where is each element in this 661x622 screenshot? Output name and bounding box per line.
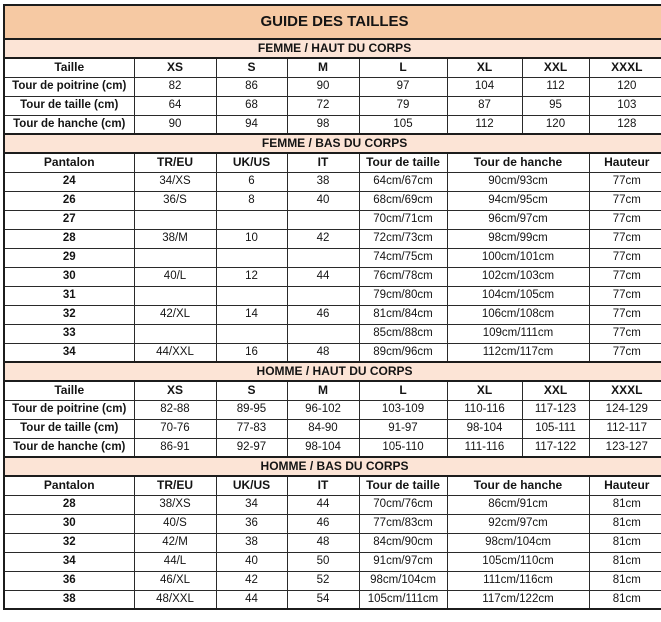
data-cell: 38	[216, 533, 287, 552]
data-cell: 44	[287, 495, 359, 514]
table-row	[4, 571, 661, 590]
data-cell: 86	[216, 77, 287, 96]
data-cell: 42	[216, 571, 287, 590]
column-header: Hauteur	[589, 476, 661, 495]
data-cell: 40	[287, 191, 359, 210]
data-cell: 104	[447, 77, 522, 96]
data-cell: 90	[134, 115, 216, 134]
data-cell: 98cm/104cm	[447, 533, 589, 552]
data-cell	[287, 286, 359, 305]
column-header: IT	[287, 153, 359, 172]
row-label: 36	[4, 571, 134, 590]
data-cell: 81cm	[589, 571, 661, 590]
data-cell: 120	[522, 115, 589, 134]
data-cell: 6	[216, 172, 287, 191]
data-cell: 70cm/76cm	[359, 495, 447, 514]
row-label: 34	[4, 343, 134, 362]
data-cell: 117-122	[522, 438, 589, 457]
data-cell: 92cm/97cm	[447, 514, 589, 533]
data-cell: 94cm/95cm	[447, 191, 589, 210]
data-cell	[134, 286, 216, 305]
table-row	[4, 419, 661, 438]
column-header: Pantalon	[4, 153, 134, 172]
row-label: Tour de hanche (cm)	[4, 115, 134, 134]
row-label: 29	[4, 248, 134, 267]
data-cell: 110-116	[447, 400, 522, 419]
column-header-row	[4, 381, 661, 400]
data-cell: 44	[287, 267, 359, 286]
data-cell: 48	[287, 343, 359, 362]
row-label: 28	[4, 229, 134, 248]
data-cell: 89-95	[216, 400, 287, 419]
data-cell: 92-97	[216, 438, 287, 457]
section-heading: FEMME / BAS DU CORPS	[4, 134, 661, 153]
data-cell: 90cm/93cm	[447, 172, 589, 191]
page-title: GUIDE DES TAILLES	[4, 5, 661, 39]
data-cell: 77-83	[216, 419, 287, 438]
column-header: S	[216, 381, 287, 400]
data-cell: 82-88	[134, 400, 216, 419]
section-row	[4, 134, 661, 153]
table-row	[4, 324, 661, 343]
column-header: M	[287, 58, 359, 77]
data-cell: 70cm/71cm	[359, 210, 447, 229]
data-cell: 105	[359, 115, 447, 134]
table-row	[4, 305, 661, 324]
column-header: UK/US	[216, 476, 287, 495]
data-cell: 84cm/90cm	[359, 533, 447, 552]
table-row	[4, 438, 661, 457]
column-header: Taille	[4, 381, 134, 400]
row-label: 28	[4, 495, 134, 514]
section-row	[4, 39, 661, 58]
data-cell	[216, 286, 287, 305]
data-cell: 40/L	[134, 267, 216, 286]
data-cell: 98-104	[287, 438, 359, 457]
column-header: Pantalon	[4, 476, 134, 495]
column-header: Tour de hanche	[447, 476, 589, 495]
column-header: Tour de hanche	[447, 153, 589, 172]
column-header: Taille	[4, 58, 134, 77]
data-cell: 42/M	[134, 533, 216, 552]
data-cell: 111-116	[447, 438, 522, 457]
data-cell: 105-111	[522, 419, 589, 438]
table-row	[4, 191, 661, 210]
data-cell: 42/XL	[134, 305, 216, 324]
section-heading: HOMME / BAS DU CORPS	[4, 457, 661, 476]
data-cell: 70-76	[134, 419, 216, 438]
data-cell: 76cm/78cm	[359, 267, 447, 286]
data-cell: 38/M	[134, 229, 216, 248]
data-cell: 79	[359, 96, 447, 115]
data-cell: 77cm	[589, 267, 661, 286]
section-row	[4, 362, 661, 381]
data-cell	[216, 248, 287, 267]
data-cell: 112-117	[589, 419, 661, 438]
data-cell: 84-90	[287, 419, 359, 438]
column-header-row	[4, 153, 661, 172]
row-label: 27	[4, 210, 134, 229]
row-label: Tour de taille (cm)	[4, 419, 134, 438]
data-cell: 112	[522, 77, 589, 96]
data-cell: 68cm/69cm	[359, 191, 447, 210]
data-cell: 86-91	[134, 438, 216, 457]
data-cell: 97	[359, 77, 447, 96]
column-header: UK/US	[216, 153, 287, 172]
table-row	[4, 229, 661, 248]
data-cell: 77cm	[589, 229, 661, 248]
column-header: XL	[447, 381, 522, 400]
data-cell: 77cm	[589, 343, 661, 362]
data-cell: 44/XXL	[134, 343, 216, 362]
row-label: Tour de poitrine (cm)	[4, 77, 134, 96]
column-header: M	[287, 381, 359, 400]
data-cell: 98cm/99cm	[447, 229, 589, 248]
column-header: IT	[287, 476, 359, 495]
row-label: 38	[4, 590, 134, 609]
data-cell: 40/S	[134, 514, 216, 533]
data-cell: 98-104	[447, 419, 522, 438]
data-cell: 89cm/96cm	[359, 343, 447, 362]
table-row	[4, 115, 661, 134]
column-header: XXL	[522, 381, 589, 400]
data-cell: 98cm/104cm	[359, 571, 447, 590]
data-cell: 42	[287, 229, 359, 248]
data-cell: 102cm/103cm	[447, 267, 589, 286]
table-row	[4, 533, 661, 552]
column-header-row	[4, 58, 661, 77]
data-cell: 44/L	[134, 552, 216, 571]
data-cell: 106cm/108cm	[447, 305, 589, 324]
table-row	[4, 248, 661, 267]
data-cell: 14	[216, 305, 287, 324]
data-cell	[134, 248, 216, 267]
column-header: XXXL	[589, 381, 661, 400]
data-cell: 109cm/111cm	[447, 324, 589, 343]
column-header: Hauteur	[589, 153, 661, 172]
data-cell: 54	[287, 590, 359, 609]
data-cell: 112	[447, 115, 522, 134]
data-cell: 77cm/83cm	[359, 514, 447, 533]
row-label: 26	[4, 191, 134, 210]
section-row	[4, 457, 661, 476]
data-cell: 72	[287, 96, 359, 115]
column-header: S	[216, 58, 287, 77]
data-cell	[287, 210, 359, 229]
data-cell: 46/XL	[134, 571, 216, 590]
data-cell: 44	[216, 590, 287, 609]
column-header: XXL	[522, 58, 589, 77]
column-header-row	[4, 476, 661, 495]
data-cell: 68	[216, 96, 287, 115]
data-cell: 48/XXL	[134, 590, 216, 609]
table-row	[4, 172, 661, 191]
data-cell: 77cm	[589, 172, 661, 191]
data-cell: 10	[216, 229, 287, 248]
data-cell: 77cm	[589, 286, 661, 305]
data-cell	[287, 324, 359, 343]
data-cell: 50	[287, 552, 359, 571]
table-row	[4, 96, 661, 115]
data-cell: 96cm/97cm	[447, 210, 589, 229]
table-row	[4, 590, 661, 609]
table-row	[4, 286, 661, 305]
data-cell: 38	[287, 172, 359, 191]
table-row	[4, 77, 661, 96]
data-cell: 91-97	[359, 419, 447, 438]
data-cell: 120	[589, 77, 661, 96]
data-cell: 124-129	[589, 400, 661, 419]
row-label: 32	[4, 533, 134, 552]
data-cell: 82	[134, 77, 216, 96]
data-cell: 46	[287, 514, 359, 533]
data-cell: 77cm	[589, 305, 661, 324]
data-cell: 96-102	[287, 400, 359, 419]
data-cell: 98	[287, 115, 359, 134]
data-cell: 77cm	[589, 191, 661, 210]
data-cell: 94	[216, 115, 287, 134]
column-header: XS	[134, 58, 216, 77]
data-cell: 105-110	[359, 438, 447, 457]
data-cell: 36	[216, 514, 287, 533]
data-cell: 72cm/73cm	[359, 229, 447, 248]
data-cell: 81cm/84cm	[359, 305, 447, 324]
data-cell: 34/XS	[134, 172, 216, 191]
data-cell: 48	[287, 533, 359, 552]
data-cell: 128	[589, 115, 661, 134]
column-header: TR/EU	[134, 153, 216, 172]
data-cell: 112cm/117cm	[447, 343, 589, 362]
data-cell: 117cm/122cm	[447, 590, 589, 609]
data-cell	[216, 210, 287, 229]
data-cell: 95	[522, 96, 589, 115]
data-cell: 64cm/67cm	[359, 172, 447, 191]
column-header: L	[359, 58, 447, 77]
data-cell: 38/XS	[134, 495, 216, 514]
column-header: XS	[134, 381, 216, 400]
data-cell: 81cm	[589, 533, 661, 552]
data-cell: 81cm	[589, 590, 661, 609]
data-cell: 85cm/88cm	[359, 324, 447, 343]
row-label: 30	[4, 514, 134, 533]
data-cell: 74cm/75cm	[359, 248, 447, 267]
data-cell	[287, 248, 359, 267]
row-label: 31	[4, 286, 134, 305]
data-cell: 105cm/111cm	[359, 590, 447, 609]
data-cell: 36/S	[134, 191, 216, 210]
table-row	[4, 267, 661, 286]
data-cell	[216, 324, 287, 343]
data-cell: 103-109	[359, 400, 447, 419]
data-cell	[134, 324, 216, 343]
row-label: 32	[4, 305, 134, 324]
data-cell: 16	[216, 343, 287, 362]
column-header: TR/EU	[134, 476, 216, 495]
data-cell: 40	[216, 552, 287, 571]
data-cell: 34	[216, 495, 287, 514]
data-cell: 105cm/110cm	[447, 552, 589, 571]
title-row	[4, 5, 661, 39]
data-cell: 90	[287, 77, 359, 96]
table-row	[4, 514, 661, 533]
data-cell: 87	[447, 96, 522, 115]
data-cell: 104cm/105cm	[447, 286, 589, 305]
table-row	[4, 343, 661, 362]
size-guide-table	[3, 4, 661, 610]
row-label: Tour de taille (cm)	[4, 96, 134, 115]
row-label: Tour de hanche (cm)	[4, 438, 134, 457]
data-cell: 77cm	[589, 248, 661, 267]
row-label: 30	[4, 267, 134, 286]
data-cell: 12	[216, 267, 287, 286]
data-cell: 123-127	[589, 438, 661, 457]
data-cell: 86cm/91cm	[447, 495, 589, 514]
table-row	[4, 210, 661, 229]
data-cell: 77cm	[589, 210, 661, 229]
data-cell: 77cm	[589, 324, 661, 343]
data-cell: 52	[287, 571, 359, 590]
data-cell: 64	[134, 96, 216, 115]
column-header: Tour de taille	[359, 476, 447, 495]
data-cell: 81cm	[589, 514, 661, 533]
data-cell: 111cm/116cm	[447, 571, 589, 590]
data-cell: 81cm	[589, 552, 661, 571]
section-heading: HOMME / HAUT DU CORPS	[4, 362, 661, 381]
data-cell: 79cm/80cm	[359, 286, 447, 305]
row-label: Tour de poitrine (cm)	[4, 400, 134, 419]
table-row	[4, 495, 661, 514]
table-row	[4, 400, 661, 419]
data-cell: 91cm/97cm	[359, 552, 447, 571]
row-label: 34	[4, 552, 134, 571]
data-cell: 103	[589, 96, 661, 115]
column-header: L	[359, 381, 447, 400]
column-header: Tour de taille	[359, 153, 447, 172]
column-header: XL	[447, 58, 522, 77]
data-cell	[134, 210, 216, 229]
row-label: 24	[4, 172, 134, 191]
column-header: XXXL	[589, 58, 661, 77]
row-label: 33	[4, 324, 134, 343]
data-cell: 100cm/101cm	[447, 248, 589, 267]
data-cell: 117-123	[522, 400, 589, 419]
data-cell: 81cm	[589, 495, 661, 514]
data-cell: 46	[287, 305, 359, 324]
data-cell: 8	[216, 191, 287, 210]
section-heading: FEMME / HAUT DU CORPS	[4, 39, 661, 58]
table-row	[4, 552, 661, 571]
